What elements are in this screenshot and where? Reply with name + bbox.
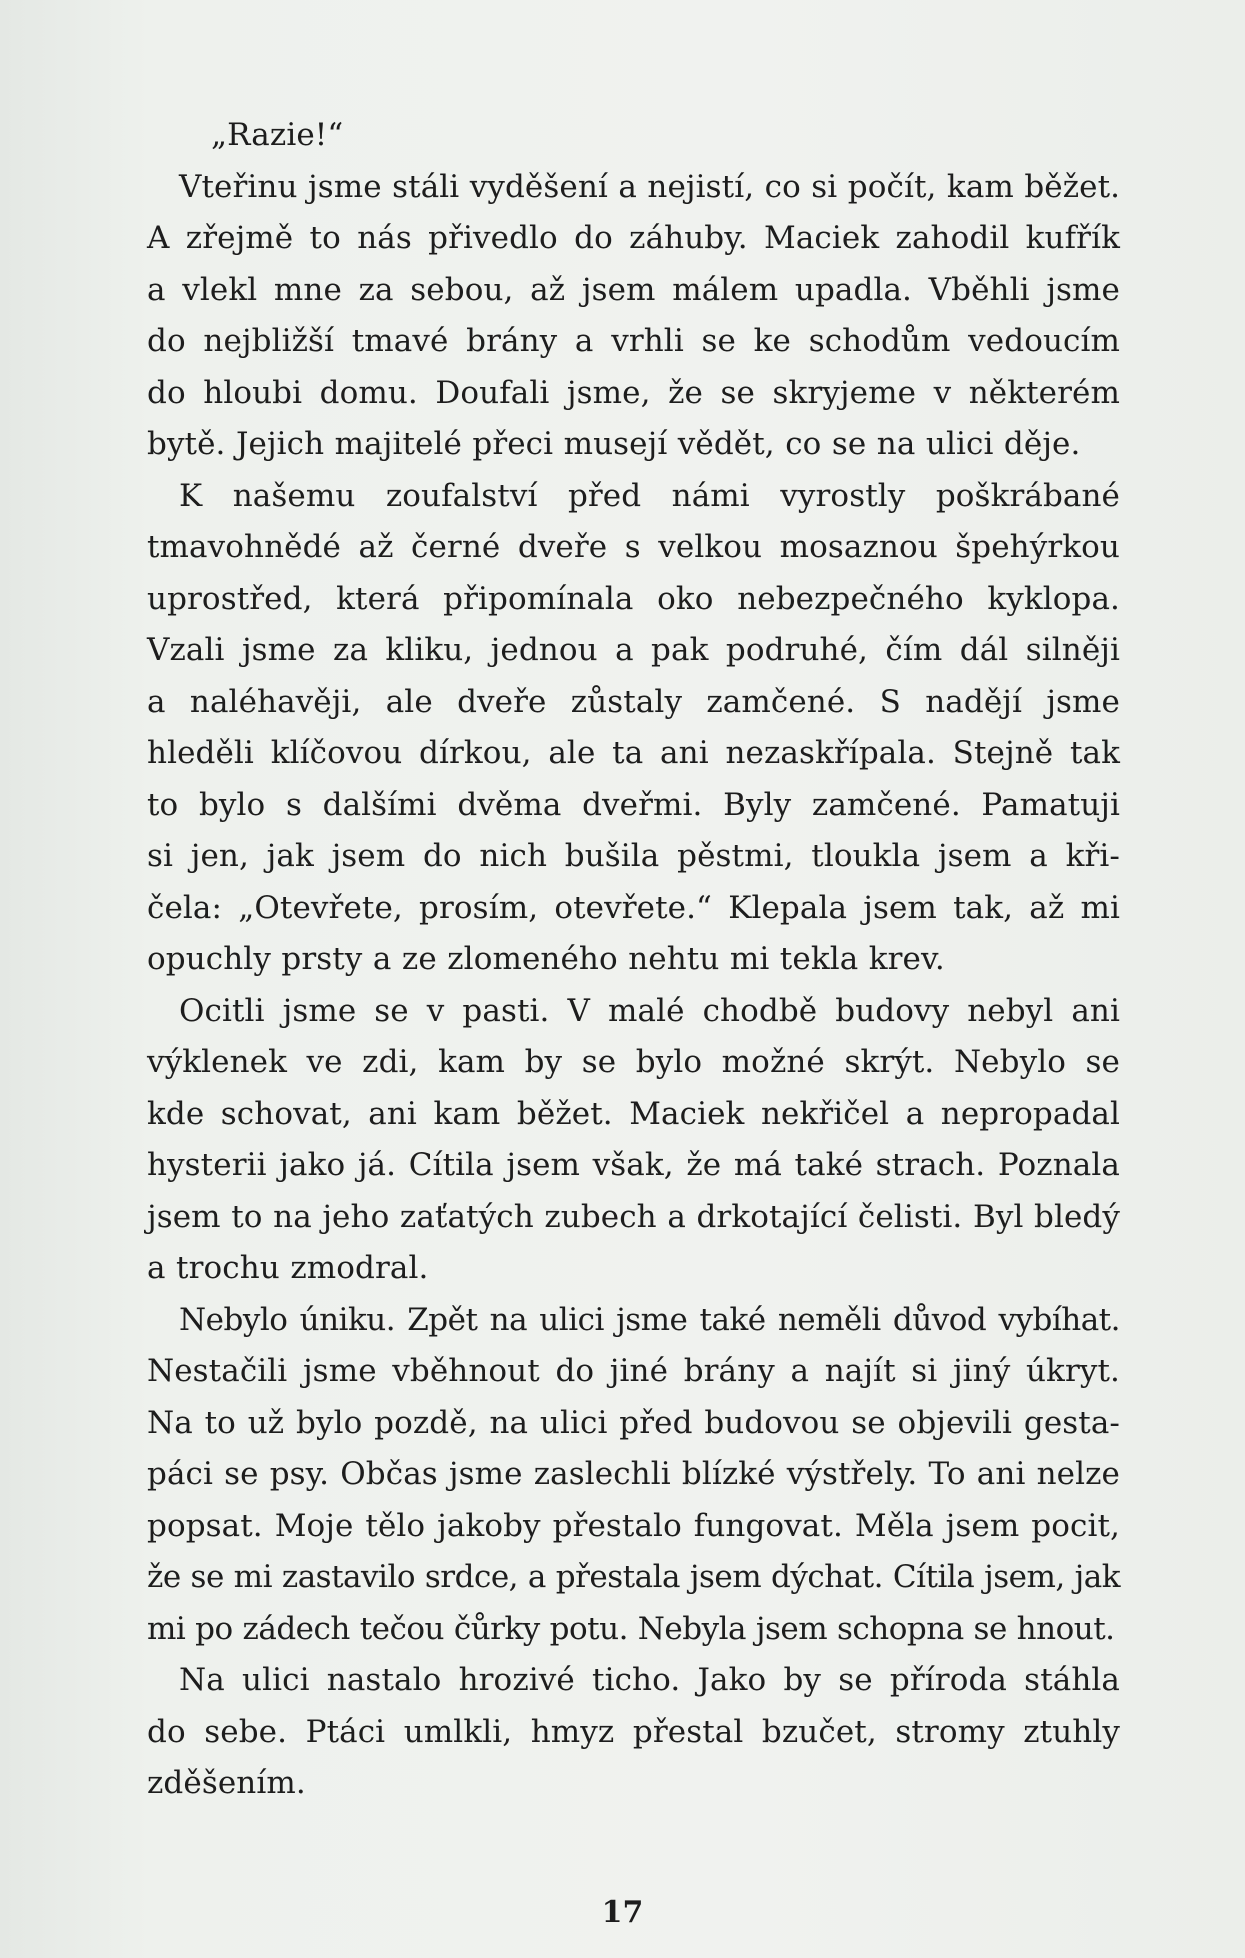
text-line: hysterii jako já. Cítila jsem však, že má také strach. Poznala bbox=[147, 1147, 1120, 1183]
text-line: do nejbližší tmavé brány a vrhli se ke schodům vedoucím bbox=[147, 323, 1120, 359]
text-line: že se mi zastavilo srdce, a přestala jsem dýchat. Cítila jsem, jak bbox=[147, 1559, 1120, 1595]
paragraph bbox=[115, 471, 1120, 986]
text-line: čela: „Otevřete, prosím, otevřete.“ Klepala jsem tak, až mi bbox=[147, 889, 1120, 926]
text-line: a vlekl mne za sebou, až jsem málem upadla. Vběhli jsme bbox=[147, 271, 1120, 308]
text-line: Vteřinu jsme stáli vyděšení a nejistí, co si počít, kam běžet. bbox=[179, 168, 1121, 205]
text-line: jsem to na jeho zaťatých zubech a drkotající čelisti. Byl bledý bbox=[147, 1198, 1120, 1235]
text-line: tmavohnědé až černé dveře s velkou mosaznou špehýrkou bbox=[147, 529, 1120, 565]
text-line: bytě. Jejich majitelé přeci musejí vědět, co se na ulici děje. bbox=[147, 426, 1081, 462]
text-line: Na ulici nastalo hrozivé ticho. Jako by se příroda stáhla bbox=[179, 1662, 1120, 1698]
text-line: výklenek ve zdi, kam by se bylo možné skrýt. Nebylo se bbox=[147, 1044, 1120, 1080]
text-line: si jen, jak jsem do nich bušila pěstmi, tloukla jsem a kři- bbox=[147, 838, 1120, 874]
text-line: kde schovat, ani kam běžet. Maciek nekřičel a nepropadal bbox=[147, 1095, 1120, 1132]
text-line: do sebe. Ptáci umlkli, hmyz přestal bzučet, stromy ztuhly bbox=[147, 1713, 1120, 1750]
text-line: do hloubi domu. Doufali jsme, že se skryjeme v některém bbox=[147, 374, 1120, 411]
text-line: „Razie!“ bbox=[211, 117, 344, 153]
text-line: opuchly prsty a ze zlomeného nehtu mi tekla krev. bbox=[147, 941, 945, 977]
text-line: Na to už bylo pozdě, na ulici před budovou se objevili gesta- bbox=[147, 1404, 1120, 1441]
text-line: zděšením. bbox=[147, 1765, 306, 1801]
text-line: popsat. Moje tělo jakoby přestalo fungovat. Měla jsem pocit, bbox=[147, 1507, 1120, 1544]
paragraph bbox=[115, 1295, 1120, 1656]
text-line: hleděli klíčovou dírkou, ale ta ani nezaskřípala. Stejně tak bbox=[147, 735, 1120, 771]
page-number: 17 bbox=[601, 1895, 644, 1930]
text-line: Vzali jsme za kliku, jednou a pak podruhé, čím dál silněji bbox=[147, 632, 1120, 668]
text-line: A zřejmě to nás přivedlo do záhuby. Maciek zahodil kufřík bbox=[147, 220, 1120, 256]
text-line: a naléhavěji, ale dveře zůstaly zamčené. S nadějí jsme bbox=[147, 683, 1120, 720]
paragraph bbox=[115, 162, 1120, 471]
text-line: K našemu zoufalství před námi vyrostly poškrábané bbox=[179, 477, 1120, 514]
text-line: uprostřed, která připomínala oko nebezpečného kyklopa. bbox=[147, 580, 1120, 617]
paragraph bbox=[115, 986, 1120, 1295]
text-line: a trochu zmodral. bbox=[147, 1250, 429, 1286]
text-line: Ocitli jsme se v pasti. V malé chodbě budovy nebyl ani bbox=[179, 992, 1120, 1029]
paragraph bbox=[115, 1655, 1120, 1810]
paragraph bbox=[115, 110, 1120, 162]
body-text bbox=[115, 110, 1120, 1810]
text-line: Nestačili jsme vběhnout do jiné brány a najít si jiný úkryt. bbox=[147, 1353, 1120, 1389]
text-line: mi po zádech tečou čůrky potu. Nebyla jsem schopna se hnout. bbox=[147, 1610, 1115, 1647]
text-line: Nebylo úniku. Zpět na ulici jsme také neměli důvod vybíhat. bbox=[179, 1301, 1120, 1338]
text-line: páci se psy. Občas jsme zaslechli blízké výstřely. To ani nelze bbox=[147, 1456, 1120, 1492]
text-line: to bylo s dalšími dvěma dveřmi. Byly zamčené. Pamatuji bbox=[147, 786, 1120, 823]
